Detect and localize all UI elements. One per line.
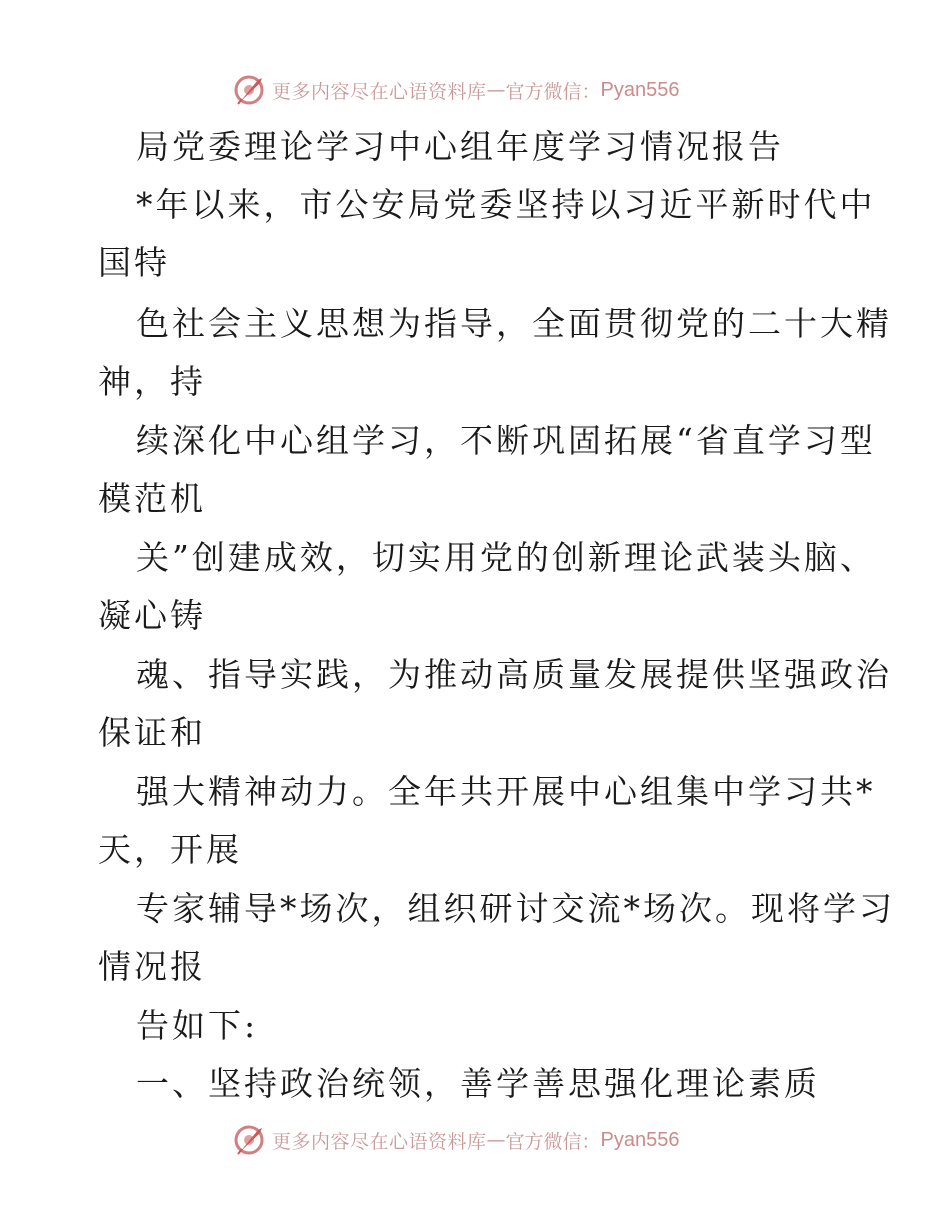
paragraph-line: 魂、指导实践，为推动高质量发展提供坚强政治 <box>136 655 892 694</box>
paragraph-line: 续深化中心组学习，不断巩固拓展“省直学习型 <box>136 421 876 460</box>
paragraph-line: 模范机 <box>98 479 206 518</box>
document-title: 局党委理论学习中心组年度学习情况报告 <box>136 127 784 166</box>
quill-pen-logo-icon <box>232 1122 268 1158</box>
quill-pen-logo-icon <box>232 72 268 108</box>
paragraph-line: 国特 <box>98 243 170 282</box>
watermark-site-text: 更多内容尽在心语资料库 <box>272 1130 487 1153</box>
paragraph-line: 色社会主义思想为指导，全面贯彻党的二十大精 <box>136 304 892 343</box>
watermark-wechat-id: Pyan556 <box>600 1128 680 1151</box>
watermark-wechat-label: 官方微信： <box>505 1130 601 1153</box>
paragraph-line: 神，持 <box>98 362 206 401</box>
paragraph-line: 天，开展 <box>98 830 242 869</box>
watermark-wechat-id: Pyan556 <box>600 78 680 101</box>
paragraph-line: 凝心铸 <box>98 596 206 635</box>
paragraph-line: 专家辅导*场次，组织研讨交流*场次。现将学习 <box>136 889 895 928</box>
paragraph-line: *年以来，市公安局党委坚持以习近平新时代中 <box>136 185 876 224</box>
paragraph-line: 情况报 <box>98 947 206 986</box>
paragraph-line: 关”创建成效，切实用党的创新理论武装头脑、 <box>136 538 876 577</box>
watermark-header <box>232 70 792 110</box>
watermark-footer <box>232 1120 792 1160</box>
watermark-site-text: 更多内容尽在心语资料库 <box>272 80 487 103</box>
paragraph-line: 保证和 <box>98 713 206 752</box>
watermark-separator: — <box>486 1129 506 1151</box>
paragraph-line: 强大精神动力。全年共开展中心组集中学习共* <box>136 772 876 811</box>
watermark-separator: — <box>486 79 506 101</box>
section-heading: 一、坚持政治统领，善学善思强化理论素质 <box>136 1064 820 1103</box>
watermark-wechat-label: 官方微信： <box>505 80 601 103</box>
paragraph-line: 告如下: <box>136 1006 259 1045</box>
